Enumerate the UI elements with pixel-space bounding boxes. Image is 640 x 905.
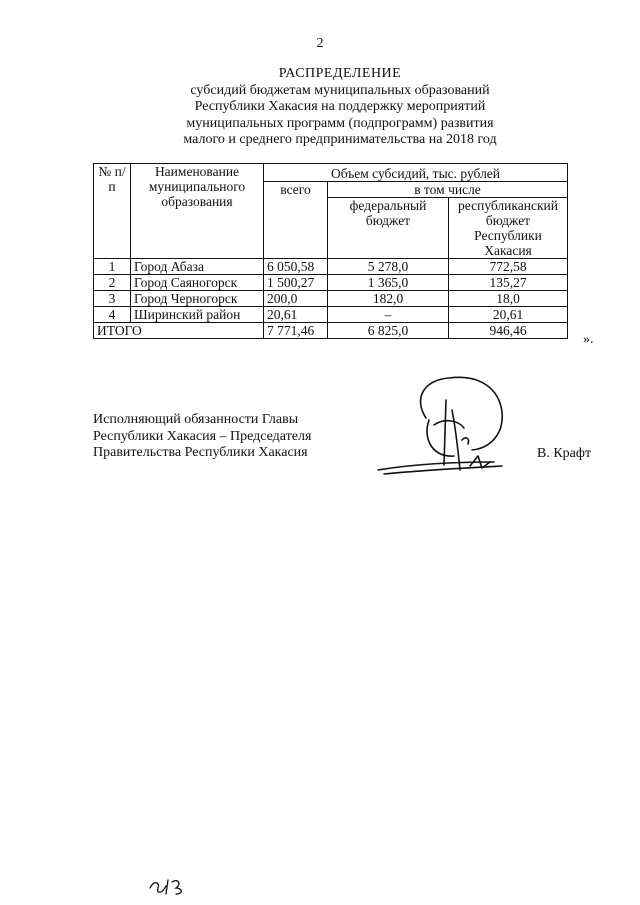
title-line: субсидий бюджетам муниципальных образований [190, 82, 490, 98]
total-federal: 6 825,0 [328, 323, 449, 339]
document-title [100, 66, 580, 149]
position-line: Республики Хакасия – Председателя [93, 428, 312, 444]
position-line: Исполняющий обязанности Главы [93, 412, 299, 427]
cell-republic: 20,61 [449, 307, 568, 323]
cell-num: 1 [94, 259, 131, 275]
header-including: в том числе [328, 182, 568, 198]
cell-federal: 182,0 [328, 291, 449, 307]
cell-total: 1 500,27 [264, 275, 328, 291]
cell-name: Город Черногорск [131, 291, 264, 307]
header-name: Наименование муниципального образования [131, 164, 264, 259]
cell-num: 4 [94, 307, 131, 323]
header-num: № п/п [94, 164, 131, 259]
signatory-name: В. Крафт [537, 446, 592, 461]
cell-num: 3 [94, 291, 131, 307]
header-volume: Объем субсидий, тыс. рублей [264, 164, 568, 182]
cell-federal: 5 278,0 [328, 259, 449, 275]
subsidy-table [93, 163, 568, 339]
cell-total: 6 050,58 [264, 259, 328, 275]
total-republic: 946,46 [449, 323, 568, 339]
cell-name: Город Абаза [131, 259, 264, 275]
cell-total: 200,0 [264, 291, 328, 307]
title-line: муниципальных программ (подпрограмм) развития [186, 115, 494, 131]
handwritten-signature [374, 370, 524, 490]
total-row [94, 323, 568, 339]
header-total: всего [264, 182, 328, 259]
title-main: РАСПРЕДЕЛЕНИЕ [278, 66, 402, 81]
cell-name: Город Саяногорск [131, 275, 264, 291]
cell-federal: 1 365,0 [328, 275, 449, 291]
title-line: Республики Хакасия на поддержку мероприятий [194, 99, 486, 114]
handwritten-mark [148, 876, 198, 898]
cell-republic: 772,58 [449, 259, 568, 275]
total-value: 7 771,46 [264, 323, 328, 339]
signatory-position [93, 412, 311, 462]
table-row [94, 307, 568, 323]
page-number: 2 [316, 36, 324, 51]
total-label: ИТОГО [94, 323, 264, 339]
cell-name: Ширинский район [131, 307, 264, 323]
header-federal: федеральный бюджет [328, 198, 449, 259]
table-row [94, 291, 568, 307]
cell-republic: 18,0 [449, 291, 568, 307]
cell-federal: – [328, 307, 449, 323]
header-republic: республиканский бюджет Республики Хакасия [449, 198, 568, 259]
cell-num: 2 [94, 275, 131, 291]
table-row [94, 275, 568, 291]
title-line: малого и среднего предпринимательства на 2018 год [183, 132, 497, 147]
cell-total: 20,61 [264, 307, 328, 323]
position-line: Правительства Республики Хакасия [93, 445, 308, 460]
table-row [94, 259, 568, 275]
closing-quote: ». [583, 332, 594, 347]
cell-republic: 135,27 [449, 275, 568, 291]
